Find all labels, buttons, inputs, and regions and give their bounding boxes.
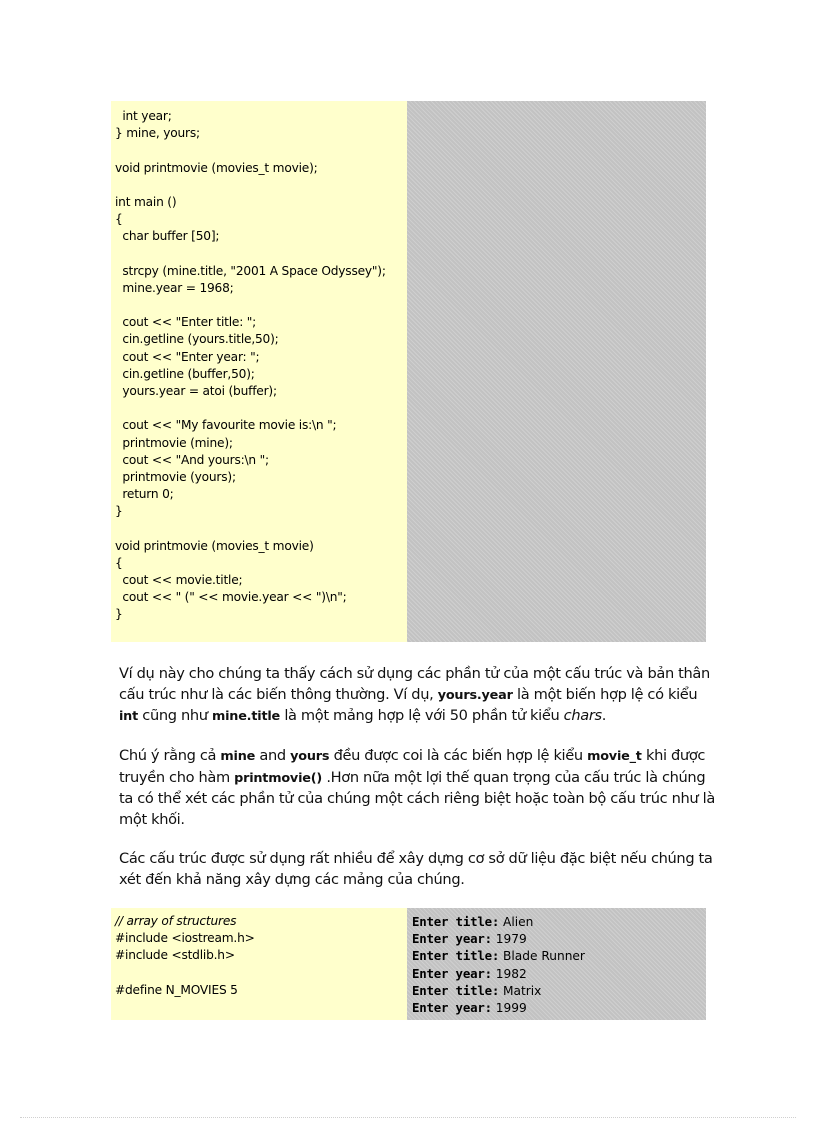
output-panel-empty [407,101,706,642]
code-listing-main [111,101,407,642]
output-value: 1979 [491,932,527,947]
code-line: char buffer [50]; [115,229,220,244]
paragraph-explanation [119,664,719,728]
para1-text-4: là một mảng hợp lệ với 50 phần tử kiểu [280,707,564,725]
code-listing-array [111,908,407,1020]
code-line: { [115,212,123,227]
code-line [115,521,407,538]
output-value: 1999 [491,1000,527,1015]
output-value: Blade Runner [499,949,585,964]
para1-text-5: . [601,707,607,725]
code-line: cout << "My favourite movie is:\n "; [115,418,337,433]
para1-keyword-int: int [119,709,139,725]
output-label: Enter title: [412,982,500,998]
code-line [115,142,407,159]
para2-text-2: and [255,747,291,764]
code-line: strcpy (mine.title, "2001 A Space Odyssey"); [115,263,386,278]
output-line [412,913,706,930]
output-line [412,947,706,964]
para2-text-4: khi được truyền cho hàm [119,747,706,786]
code-line: #define N_MOVIES 5 [115,982,238,997]
code-line: void printmovie (movies_t movie) [115,538,314,553]
code-line: cin.getline (buffer,50); [115,366,255,381]
code-line: cout << "Enter title: "; [115,315,257,330]
code-line [115,177,407,194]
para1-text-3: cũng như [138,707,212,725]
code-line: cout << " (" << movie.year << ")\n"; [115,590,347,605]
output-label: Enter year: [412,931,492,947]
para3-text: Các cấu trúc được sử dụng rất nhiều để xây dựng cơ sở dữ liệu đặc biệt nếu chúng ta xét đến khả năng xây dựng các mảng của chúng. [119,850,713,888]
para1-text-2: là một biến hợp lệ có kiểu [512,685,698,703]
code-line: void printmovie (movies_t movie); [115,160,318,175]
code-line: cout << "And yours:\n "; [115,452,269,467]
para2-keyword-movie-t: movie_t [587,749,642,764]
code-line: } mine, yours; [115,126,200,141]
output-label: Enter year: [412,965,492,981]
code-line: mine.year = 1968; [115,280,234,295]
code-line: cin.getline (yours.title,50); [115,332,279,347]
code-line [115,400,407,417]
output-line [412,999,706,1016]
code-line: return 0; [115,487,174,502]
code-line: yours.year = atoi (buffer); [115,384,277,398]
output-label: Enter year: [412,999,492,1015]
output-line [412,982,706,999]
code-line [115,965,407,982]
code-line [115,246,407,263]
output-value: Alien [499,915,534,929]
para2-keyword-printmovie: printmovie() [234,770,323,786]
para1-keyword-mine-title: mine.title [211,709,281,725]
para1-italic-chars: chars [563,707,602,725]
code-line: printmovie (yours); [115,469,236,484]
output-label: Enter title: [412,948,500,964]
code-line: int main () [115,194,177,209]
page-footer-divider [20,1117,796,1118]
para2-text-5: .Hơn nữa một lợi thế quan trọng của cấu trúc là chúng ta có thể xét các phần tử của chúng một cách riêng biệt hoặc toàn bộ cấu trúc như là một khối. [119,768,715,828]
code-line: printmovie (mine); [115,435,233,450]
code-line: cout << "Enter year: "; [115,349,260,364]
output-label: Enter title: [412,914,500,929]
code-line: } [115,607,123,622]
output-value: Matrix [499,983,542,998]
para2-text-1: Chú ý rằng cả [119,747,221,764]
program-output [407,908,706,1020]
para1-text-1: Ví dụ này cho chúng ta thấy cách sử dụng các phần tử của một cấu trúc và bản thân cấu trúc như là các biến thông thường. Ví dụ, [119,665,710,703]
paragraph-usage [119,849,719,890]
para2-text-3: đều được coi là các biến hợp lệ kiểu [329,747,588,764]
code-line [115,297,407,314]
para1-keyword-yours-year: yours.year [437,687,513,703]
output-value: 1982 [491,966,527,981]
code-line: int year; [115,109,172,123]
code-line: } [115,504,123,519]
paragraph-note [119,746,719,830]
code-line: cout << movie.title; [115,573,243,588]
code-line: { [115,555,123,570]
code-line: #include <stdlib.h> [115,948,235,963]
para2-keyword-yours: yours [290,749,330,764]
output-line [412,965,706,982]
code-comment: // array of structures [115,914,237,928]
code-line: #include <iostream.h> [115,931,255,946]
output-line [412,930,706,947]
para2-keyword-mine: mine [220,749,256,764]
